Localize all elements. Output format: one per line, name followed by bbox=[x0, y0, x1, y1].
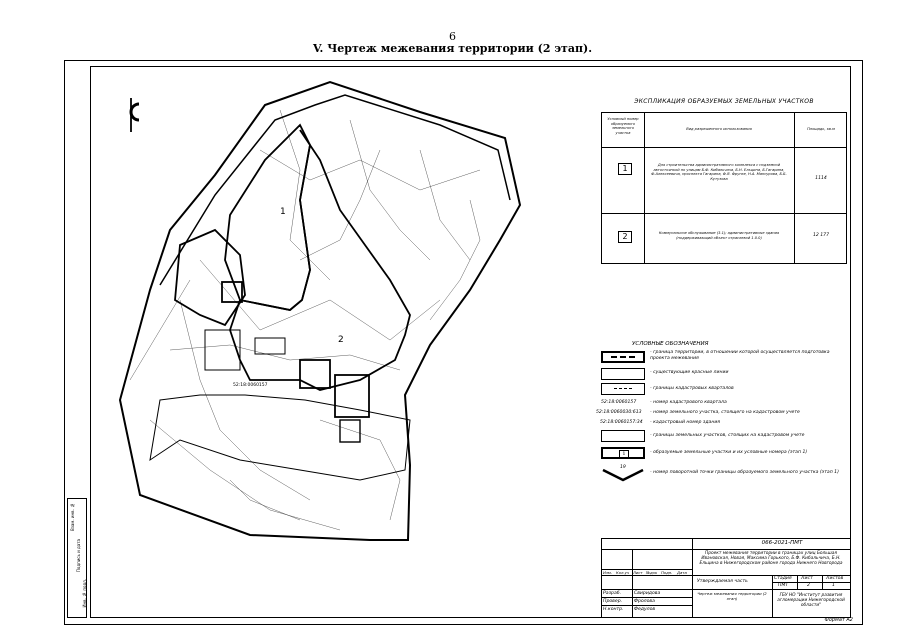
stamp-org: ГБУ НО "Институт развития агломерации Нижегородской области" bbox=[777, 593, 845, 608]
legend-item-parcels: - границы земельных участков, стоящих на кадастровом учете bbox=[650, 433, 805, 438]
stamp-role-1: Разраб. bbox=[603, 591, 622, 596]
stamp-project: Проект межевания территории в границах улиц Большая Ивановская, Новая, Максима Горького, Б.Ф. Кибальчича, Б.Н. Ельцина в Нижегородском районе города Нижнего Новгорода bbox=[699, 551, 843, 566]
stamp-col-podp: Подп. bbox=[661, 570, 673, 575]
legend-code-turn-point: 19 bbox=[620, 465, 626, 470]
side-label-sign: Подпись и дата bbox=[76, 539, 81, 573]
legend-item-new-parcels: - образуемые земельные участки и их условные номера (этап 1) bbox=[650, 450, 808, 455]
stamp-name-1: Свиридова bbox=[634, 591, 661, 596]
stamp-stage-header: Стадия bbox=[774, 576, 792, 581]
stamp-sheet: 2 bbox=[807, 583, 810, 588]
stamp-stage: ПМТ bbox=[778, 583, 789, 588]
explication-row-2-num: 2 bbox=[618, 231, 632, 243]
legend-swatch-kv-borders bbox=[601, 383, 645, 395]
parcel-label-2: 2 bbox=[338, 335, 344, 345]
stamp-col-ndoc: №док bbox=[646, 570, 658, 575]
explication-header-num: Условный номер образуемого земельного участка bbox=[607, 117, 639, 135]
side-label-inv: Взам. инв. № bbox=[70, 503, 75, 531]
stamp-name-3: Федулов bbox=[634, 607, 656, 612]
legend-title: УСЛОВНЫЕ ОБОЗНАЧЕНИЯ bbox=[632, 341, 709, 347]
stamp-part: Утверждаемая часть bbox=[697, 579, 748, 584]
explication-row-2-area: 12 177 bbox=[812, 233, 830, 238]
territory-boundary bbox=[120, 82, 520, 540]
legend-swatch-new-parcels: 1 bbox=[601, 447, 645, 459]
parcel-2-boundary bbox=[230, 130, 410, 390]
stamp-sheets-header: Листов bbox=[826, 576, 844, 581]
legend-item-kv-number: - номер кадастрового квартала bbox=[650, 400, 727, 405]
stamp-sheets: 1 bbox=[832, 583, 835, 588]
stamp-name-2: Фролова bbox=[634, 599, 655, 604]
format-label: Формат А2 bbox=[824, 617, 853, 623]
parcel-south-boundary bbox=[150, 395, 410, 480]
page-number: 6 bbox=[449, 30, 456, 43]
explication-row-1-use: Для строительства административного комплекса с подземной автостоянкой по улицам Б.Ф. Кибальчича, Б.Н. Ельцина, Б.Гагарина, Ф.Алексеевича, проспекта Гагарина, Ф.Я. Фрунзе, Н.А. Мансурова, Б.Б. Кутузова bbox=[651, 163, 787, 181]
stamp-col-koluch: Кол.уч bbox=[616, 570, 630, 575]
stamp-role-3: Н.контр. bbox=[603, 607, 624, 612]
legend-code-parcel: 52:18:0060030:613 bbox=[596, 410, 642, 415]
explication-header-use: Вид разрешенного использования bbox=[686, 127, 752, 131]
explication-row-2-use: Коммунальное обслуживание (3.1); административные здания (поддерживающий объект отраслевой 1.0.0) bbox=[658, 231, 780, 240]
explication-row-1-num: 1 bbox=[618, 163, 632, 175]
explication-title: ЭКСПЛИКАЦИЯ ОБРАЗУЕМЫХ ЗЕМЕЛЬНЫХ УЧАСТКОВ bbox=[634, 98, 814, 105]
stamp-col-data: Дата bbox=[677, 570, 687, 575]
side-label-inv-podl: Инв. № подл. bbox=[82, 579, 87, 608]
legend-item-red-lines: - существующие красные линии bbox=[650, 370, 729, 375]
legend-swatch-red-lines bbox=[601, 368, 645, 380]
explication-header-area: Площадь, кв.м bbox=[807, 127, 835, 131]
legend-item-kv-borders: - границы кадастровых кварталов bbox=[650, 386, 734, 391]
stamp-sheet-header: Лист bbox=[801, 576, 813, 581]
legend-item-parcel-number: - номер земельного участка, стоящего на кадастровом учете bbox=[650, 410, 800, 415]
legend-swatch-parcels bbox=[601, 430, 645, 442]
stamp-col-list: Лист bbox=[633, 570, 643, 575]
stamp-sheet-title: Чертеж межевания территории (2 этап) bbox=[697, 591, 767, 601]
explication-table bbox=[601, 112, 847, 264]
legend-swatch-territory bbox=[601, 351, 645, 363]
stamp-col-izm: Изм. bbox=[603, 570, 612, 575]
legend-item-building: - кадастровый номер здания bbox=[650, 420, 721, 425]
stamp-role-2: Провер. bbox=[603, 599, 623, 604]
legend-item-turn-point: - номер поворотной точки границы образуемого земельного участка (этап 1) bbox=[650, 470, 839, 475]
title-block bbox=[601, 538, 851, 618]
north-arrow-icon bbox=[131, 98, 139, 132]
stamp-code: 066-2021-ПМТ bbox=[761, 540, 803, 546]
legend-code-building: 52:18:0060157:34 bbox=[600, 420, 643, 425]
parcel-label-1: 1 bbox=[280, 207, 286, 217]
legend-item-territory: - граница территории, в отношении которой осуществляется подготовка проекта межевания bbox=[650, 350, 830, 361]
kv-label: 52:18:0060157 bbox=[233, 383, 268, 388]
section-heading: V. Чертеж межевания территории (2 этап). bbox=[312, 42, 593, 55]
explication-row-1-area: 1114 bbox=[815, 176, 827, 181]
legend-code-kv: 52:18:0060157 bbox=[601, 400, 637, 405]
